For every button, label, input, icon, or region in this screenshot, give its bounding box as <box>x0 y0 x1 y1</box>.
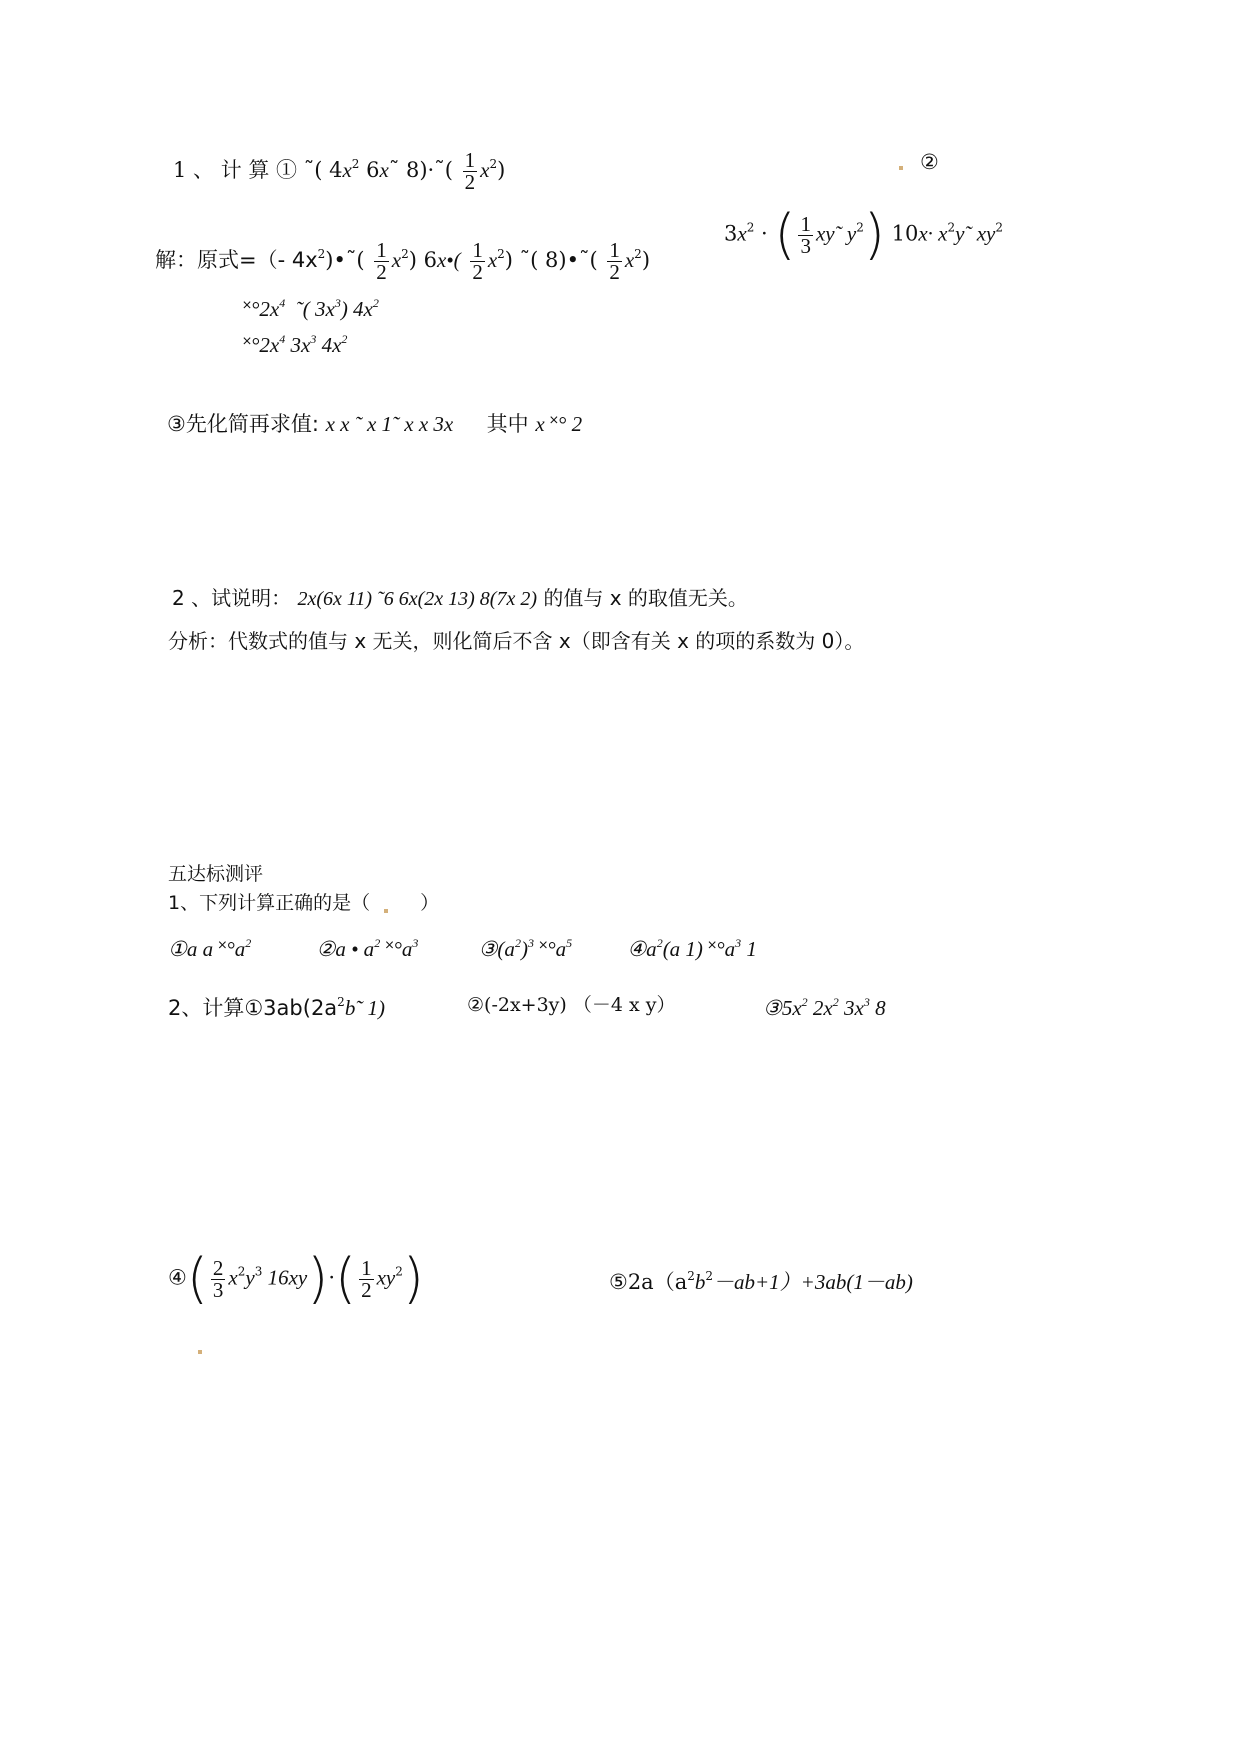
exp: 3 <box>310 332 317 346</box>
s5-question-2-part-4 <box>168 1247 424 1310</box>
seg: ) ˜( 8)•˜( <box>504 248 598 272</box>
fraction-two-thirds <box>211 1255 226 1302</box>
numerator: 1 <box>361 1255 372 1280</box>
stray-mark <box>198 1350 202 1354</box>
s5-question-2-part-3 <box>763 996 886 1019</box>
problem-2-label: 2 、试说明： <box>172 586 292 610</box>
exp: 2 <box>337 995 345 1009</box>
exp: 2 <box>746 220 755 235</box>
exp: 2 <box>856 220 864 235</box>
exp: 2 <box>514 936 521 950</box>
seg: x•( <box>436 248 461 272</box>
numerator: 1 <box>472 238 483 262</box>
option-4-text: 1 <box>741 937 757 961</box>
var-x: x <box>391 248 402 272</box>
step: ˜( 3x <box>295 297 335 321</box>
option-3-text: ③(a <box>478 937 515 961</box>
numerator: 1 <box>800 211 811 236</box>
exp: 2 <box>372 296 379 310</box>
var-x: x <box>342 158 352 182</box>
part-4-label: ④ <box>168 1265 187 1290</box>
var-y: y <box>245 1265 255 1290</box>
term: y˜ xy <box>955 221 996 246</box>
left-paren: ( <box>186 1247 208 1310</box>
stray-mark <box>899 166 903 170</box>
denominator: 2 <box>464 170 476 194</box>
exp: 2 <box>995 220 1003 235</box>
option-2 <box>317 937 419 961</box>
stray-mark <box>384 909 388 913</box>
exp: 2 <box>687 1269 695 1283</box>
question-text: 1、下列计算正确的是（ <box>168 892 371 914</box>
solution-line <box>155 240 650 283</box>
fraction-one-third <box>798 211 813 258</box>
q2-part1-text: 2、计算①3ab(2a <box>168 996 338 1020</box>
term: ˜ y <box>834 221 857 246</box>
exp: 5 <box>566 936 573 950</box>
exp: 3 <box>254 1264 263 1279</box>
option-1 <box>168 937 251 961</box>
coef: 10 <box>891 221 919 246</box>
s5-question-2-part-5 <box>609 1270 913 1293</box>
var-x: x <box>737 221 747 246</box>
exp: 2 <box>351 157 360 171</box>
var-x: x <box>624 248 635 272</box>
q2-part3-text: 2x <box>807 996 833 1020</box>
section-5-question-1 <box>168 894 439 913</box>
part-3-expression: x x ˜ x 1˜ x x 3x <box>325 412 454 436</box>
step: 3x <box>285 333 311 357</box>
term: 16xy <box>262 1265 308 1290</box>
p1-head-end: ˜ 8)·˜( <box>388 158 453 182</box>
part-3-label: ③先化简再求值: <box>167 412 319 436</box>
problem-2-tail: 的值与 x 的取值无关。 <box>543 586 748 610</box>
paren: ） <box>420 892 440 914</box>
exp: 2 <box>401 247 409 261</box>
problem-1-part-2-expr <box>724 203 1003 266</box>
problem-1-heading <box>173 150 505 193</box>
part-5-text: b <box>694 1270 706 1294</box>
exp: 3 <box>412 936 419 950</box>
seg: ) <box>641 248 651 272</box>
q2-part3-text: ③5x <box>763 996 802 1020</box>
var-x: x <box>228 1265 238 1290</box>
dot: · <box>754 221 768 246</box>
option-4-text: (a 1) ˟°a <box>662 937 736 961</box>
seg: )•˜( <box>325 248 365 272</box>
var-xy: xy <box>815 221 835 246</box>
right-paren: ) <box>402 1247 424 1310</box>
section-5-title: 五达标测评 <box>168 863 264 885</box>
exp: 2 <box>341 332 348 346</box>
exp: 2 <box>656 936 663 950</box>
fraction-one-half <box>607 240 622 283</box>
part-5-text: ⑤2a（a <box>609 1270 688 1294</box>
dot: · <box>328 1265 336 1290</box>
right-paren: ) <box>307 1247 329 1310</box>
denominator: 3 <box>800 233 811 258</box>
term: x· x <box>918 221 948 246</box>
option-2-text: ②a • a <box>316 937 375 961</box>
numerator: 1 <box>376 238 387 262</box>
p1-head-rest: 6 <box>359 158 380 182</box>
var-x: x <box>487 248 498 272</box>
coef: 3 <box>724 221 738 246</box>
exp: 3 <box>735 936 742 950</box>
fraction-one-half <box>470 240 485 283</box>
var-x: x <box>379 158 389 182</box>
where-label: 其中 <box>486 412 529 436</box>
problem-1-part-2-label: ② <box>920 150 939 174</box>
denominator: 3 <box>212 1277 224 1302</box>
problem-1-part-3 <box>167 414 582 435</box>
left-paren: ( <box>335 1247 357 1310</box>
option-3-text: ) <box>520 937 528 961</box>
exp: 4 <box>279 296 286 310</box>
exp: 2 <box>245 936 252 950</box>
q2-part3-text: 8 <box>869 996 886 1020</box>
exp: 2 <box>497 247 505 261</box>
part-5-text: －ab+1）+3ab(1－ab) <box>713 1270 913 1294</box>
exp: 3 <box>863 995 870 1009</box>
exp: 2 <box>317 247 326 261</box>
solution-step-1 <box>243 297 379 320</box>
paren: ) <box>497 158 506 182</box>
exp: 2 <box>489 157 498 171</box>
option-2-text: ˟°a <box>380 937 413 961</box>
options-row <box>168 937 757 960</box>
denominator: 2 <box>472 260 483 284</box>
q2-part3-text: 3x <box>838 996 864 1020</box>
exp: 2 <box>705 1269 714 1283</box>
fraction-one-half <box>463 150 478 193</box>
q2-part1-text: b˜ 1) <box>344 996 386 1020</box>
exp: 2 <box>634 247 642 261</box>
analysis-text: 分析：代数式的值与 x 无关，则化简后不含 x（即含有关 x 的项的系数为 0）。 <box>168 629 865 653</box>
s5-question-2-part-2: ②(-2x+3y) （－4 x y） <box>467 994 676 1016</box>
exp: 3 <box>334 296 341 310</box>
exp: 4 <box>279 332 286 346</box>
var-xy: xy <box>376 1265 396 1290</box>
denominator: 2 <box>609 260 620 284</box>
option-4-text: ④a <box>627 937 657 961</box>
numerator: 1 <box>464 148 476 172</box>
p1-head-text: 1 、 计 算 ① ˜( 4 <box>173 158 343 182</box>
right-paren: ) <box>863 203 885 266</box>
option-3 <box>479 937 573 961</box>
fraction-one-half <box>374 240 389 283</box>
step: 4x <box>316 333 342 357</box>
exp: 2 <box>801 995 808 1009</box>
exp: 2 <box>374 936 381 950</box>
exp: 2 <box>237 1264 246 1279</box>
solution-step-2 <box>243 333 347 356</box>
step: ˟°2x <box>243 333 280 357</box>
solution-label: 解：原式=（- 4x <box>155 248 318 272</box>
step: ) 4x <box>340 297 373 321</box>
problem-2 <box>172 588 748 609</box>
exp: 2 <box>947 220 956 235</box>
seg: ) 6 <box>408 248 437 272</box>
option-3-text: ˟°a <box>533 937 567 961</box>
condition: x ˟° 2 <box>535 412 583 436</box>
numerator: 2 <box>212 1255 224 1280</box>
option-4 <box>627 937 756 961</box>
exp: 2 <box>395 1264 403 1279</box>
exp: 2 <box>832 995 839 1009</box>
denominator: 2 <box>376 260 387 284</box>
step: ˟°2x <box>243 297 280 321</box>
problem-2-expression: 2x(6x 11) ˜6 6x(2x 13) 8(7x 2) <box>297 588 537 610</box>
numerator: 1 <box>609 238 620 262</box>
option-1-text: ①a a ˟°a <box>168 937 246 961</box>
s5-question-2-part-1 <box>168 996 385 1019</box>
denominator: 2 <box>361 1277 372 1302</box>
fraction-one-half <box>359 1255 374 1302</box>
var-x: x <box>480 158 490 182</box>
left-paren: ( <box>774 203 796 266</box>
exp: 3 <box>527 936 534 950</box>
